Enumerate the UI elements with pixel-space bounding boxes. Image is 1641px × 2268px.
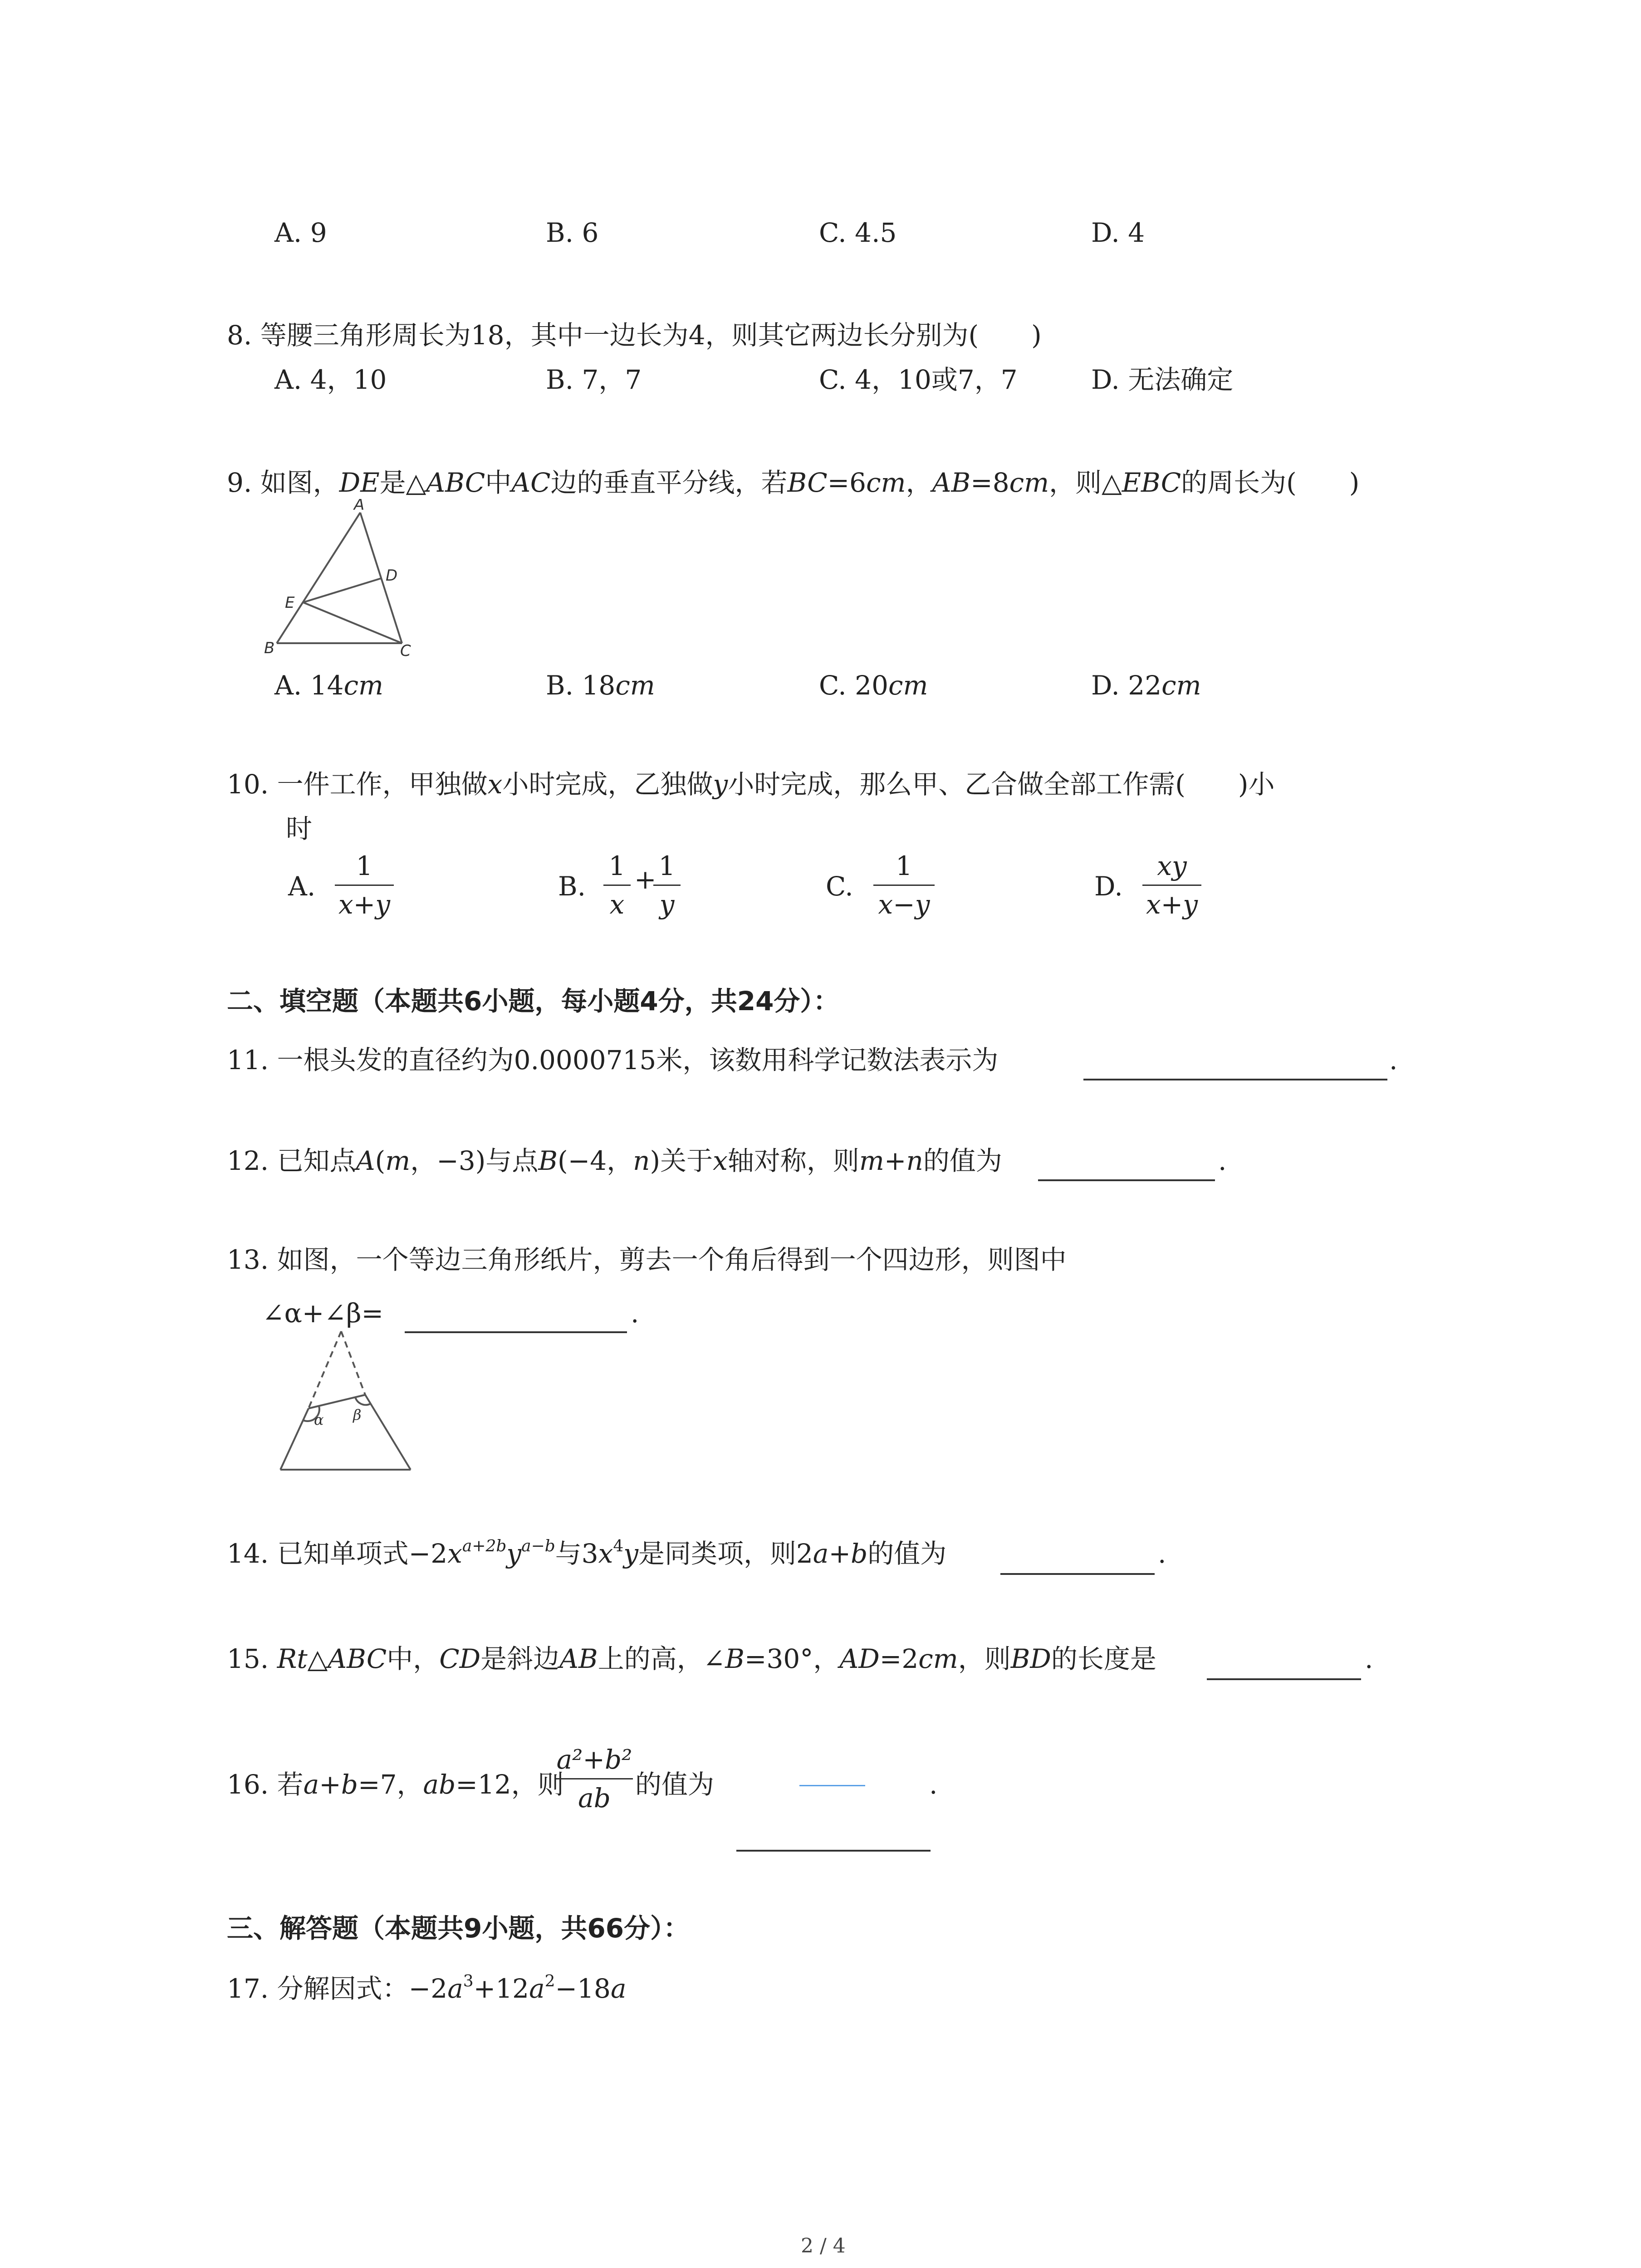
q10-option-c-label: C. (826, 871, 853, 902)
q10-option-a-label: A. (288, 871, 316, 902)
q10-option-c-fraction: 1 x−y (873, 853, 935, 918)
q11-end: . (1389, 1045, 1398, 1075)
q7-option-a: A. 9 (274, 217, 327, 248)
q7-option-d: D. 4 (1091, 217, 1145, 248)
q13-expression: ∠α+∠β= (262, 1298, 384, 1329)
q16-stem-tail: 的值为 (635, 1769, 715, 1800)
q8-stem: 8. 等腰三角形周长为18，其中一边长为4，则其它两边长分别为( ) (227, 320, 1042, 351)
q15-end: . (1365, 1643, 1373, 1674)
q12-stem: 12. 已知点A(m，−3)与点B(−4，n)关于x轴对称，则m+n的值为 (227, 1145, 1002, 1176)
q8-option-c: C. 4，10或7，7 (819, 364, 1018, 395)
section-2-heading: 二、填空题（本题共6小题，每小题4分，共24分）： (227, 986, 840, 1017)
q12-end: . (1218, 1145, 1227, 1176)
q7-option-c: C. 4.5 (819, 217, 897, 248)
q15-stem: 15. Rt△ABC中，CD是斜边AB上的高，∠B=30°，AD=2cm，则BD的长度是 (227, 1643, 1156, 1674)
q14-stem: 14. 已知单项式$-2x^{a+2b}y^{a-b}$与$3x^4y$是同类项，则2a+b的值为 (227, 1536, 947, 1569)
q13-alpha-label: α (314, 1411, 324, 1428)
q9-option-a: A. 14cm (274, 670, 384, 701)
q8-option-b: B. 7，7 (546, 364, 642, 395)
q9-option-d: D. 22cm (1091, 670, 1201, 701)
q11-stem: 11. 一根头发的直径约为0.0000715米，该数用科学记数法表示为 (227, 1045, 999, 1075)
q10-stem-line2: 时 (286, 813, 313, 844)
q13-beta-label: β (353, 1406, 362, 1423)
q10-option-a-fraction: 1 x+y (335, 853, 394, 918)
q13-stem: 13. 如图，一个等边三角形纸片，剪去一个角后得到一个四边形，则图中 (227, 1244, 1067, 1275)
q10-option-d-fraction: xy x+y (1142, 853, 1201, 918)
q16-fraction: a²+b² ab (556, 1744, 632, 1813)
q14-answer-blank[interactable] (1000, 1573, 1155, 1575)
q10-option-b-fraction-1: 1 x (603, 853, 631, 918)
section-3-heading: 三、解答题（本题共9小题，共66分）： (227, 1913, 690, 1944)
q16-end: . (929, 1769, 938, 1800)
q9-label-d: D (386, 567, 398, 585)
q10-option-b-fraction-2: 1 y (653, 853, 681, 918)
q10-option-d-label: D. (1094, 871, 1123, 902)
q15-answer-blank[interactable] (1207, 1678, 1361, 1680)
q9-label-b: B (264, 639, 275, 657)
q17-stem: 17. 分解因式：$-2a^3+12a^2-18a$ (227, 1971, 627, 2004)
q12-answer-blank[interactable] (1038, 1179, 1215, 1181)
q9-stem: 9. 如图，DE是△ABC中AC边的垂直平分线，若BC=6cm，AB=8cm，则△EBC的周长为( ) (227, 467, 1360, 498)
q11-answer-blank[interactable] (1083, 1079, 1387, 1080)
q9-label-a: A (354, 499, 365, 514)
q13-triangle-figure (272, 1327, 426, 1476)
q9-option-b: B. 18cm (546, 670, 655, 701)
q16-stem: 16. 若a+b=7，ab=12，则 (227, 1769, 564, 1800)
q9-label-e: E (285, 594, 295, 612)
q14-end: . (1158, 1538, 1166, 1569)
q10-stem-line1: 10. 一件工作，甲独做x小时完成，乙独做y小时完成，那么甲、乙合做全部工作需( )小 (227, 769, 1275, 800)
q8-option-d: D. 无法确定 (1091, 364, 1234, 395)
q10-option-b-label: B. (558, 871, 586, 902)
q13-answer-blank[interactable] (405, 1331, 627, 1333)
q16-blue-mark (799, 1785, 865, 1786)
q8-option-a: A. 4，10 (274, 364, 387, 395)
q13-end: . (631, 1298, 639, 1329)
page-number: 2 / 4 (801, 2234, 846, 2258)
q9-option-c: C. 20cm (819, 670, 928, 701)
q10-option-b-plus: + (634, 864, 656, 895)
q9-label-c: C (400, 642, 411, 660)
q16-answer-blank[interactable] (736, 1850, 931, 1852)
q7-option-b: B. 6 (546, 217, 599, 248)
q9-triangle-figure (259, 499, 431, 662)
